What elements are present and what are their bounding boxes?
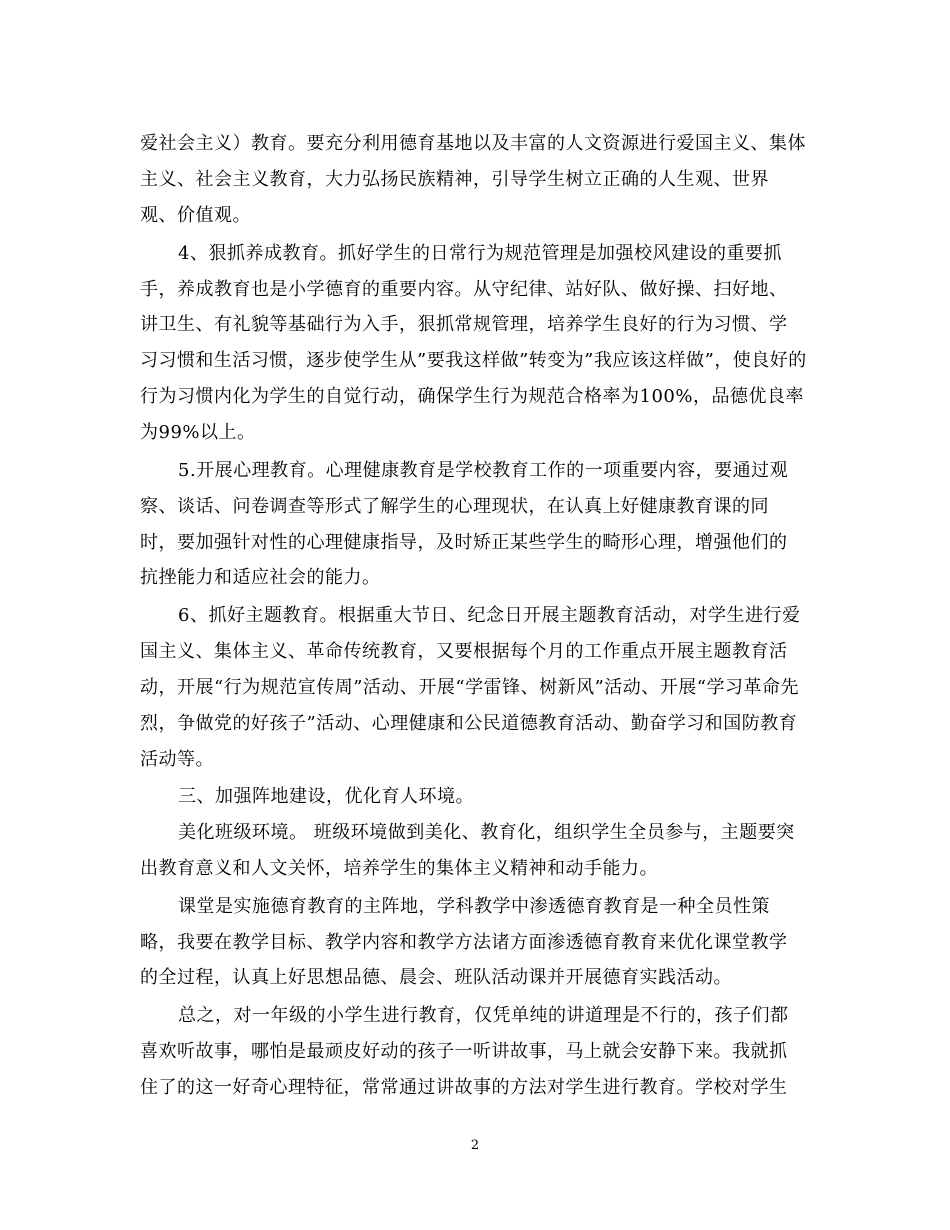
text-line: 烈，争做党的好孩子”活动、心理健康和公民道德教育活动、勤奋学习和国防教育 — [140, 713, 798, 734]
text-line: 为99%以上。 — [140, 422, 256, 443]
text-line: 国主义、集体主义、革命传统教育，又要根据每个月的工作重点开展主题教育活 — [140, 641, 788, 662]
text-line: 爱社会主义）教育。要充分利用德育基地以及丰富的人文资源进行爱国主义、集体 — [140, 133, 806, 154]
text-line: 手，养成教育也是小学德育的重要内容。从守纪律、站好队、做好操、扫好地、 — [140, 279, 788, 300]
text-line: 喜欢听故事，哪怕是最顽皮好动的孩子一听讲故事，马上就会安静下来。我就抓 — [140, 1041, 788, 1062]
paragraph-first-line: 4、狠抓养成教育。抓好学生的日常行为规范管理是加强校风建设的重要抓 — [178, 243, 782, 264]
text-line: 活动等。 — [140, 749, 214, 770]
text-line: 抗挫能力和适应社会的能力。 — [140, 567, 381, 588]
paragraph-first-line: 5.开展心理教育。心理健康教育是学校教育工作的一项重要内容，要通过观 — [178, 460, 789, 481]
paragraph-first-line: 6、抓好主题教育。根据重大节日、纪念日开展主题教育活动，对学生进行爱 — [178, 605, 801, 626]
text-line: 动，开展“行为规范宣传周”活动、开展“学雷锋、树新风”活动、开展“学习革命先 — [140, 677, 800, 698]
text-line: 主义、社会主义教育，大力弘扬民族精神，引导学生树立正确的人生观、世界 — [140, 169, 769, 190]
text-line: 略，我要在教学目标、教学内容和教学方法诸方面渗透德育教育来优化课堂教学 — [140, 932, 788, 953]
text-line: 习习惯和生活习惯，逐步使学生从”要我这样做”转变为”我应该这样做”，使良好的 — [140, 350, 807, 371]
section-heading: 三、加强阵地建设，优化育人环境。 — [178, 786, 474, 807]
text-line: 行为习惯内化为学生的自觉行动，确保学生行为规范合格率为100%，品德优良率 — [140, 386, 804, 407]
text-line: 察、谈话、问卷调查等形式了解学生的心理现状，在认真上好健康教育课的同 — [140, 496, 769, 517]
text-line: 的全过程，认真上好思想品德、晨会、班队活动课并开展德育实践活动。 — [140, 967, 732, 988]
text-line: 讲卫生、有礼貌等基础行为入手，狠抓常规管理，培养学生良好的行为习惯、学 — [140, 314, 788, 335]
text-line: 时，要加强针对性的心理健康指导，及时矫正某些学生的畸形心理，增强他们的 — [140, 532, 788, 553]
paragraph-first-line: 课堂是实施德育教育的主阵地，学科教学中渗透德育教育是一种全员性策 — [178, 896, 770, 917]
text-line: 住了的这一好奇心理特征，常常通过讲故事的方法对学生进行教育。学校对学生 — [140, 1077, 788, 1098]
text-line: 观、价值观。 — [140, 205, 251, 226]
page-number: 2 — [470, 1138, 480, 1153]
paragraph-first-line: 总之，对一年级的小学生进行教育，仅凭单纯的讲道理是不行的，孩子们都 — [178, 1005, 789, 1026]
text-line: 出教育意义和人文关怀，培养学生的集体主义精神和动手能力。 — [140, 858, 658, 879]
paragraph-first-line: 美化班级环境。 班级环境做到美化、教育化，组织学生全员参与，主题要突 — [178, 822, 795, 843]
